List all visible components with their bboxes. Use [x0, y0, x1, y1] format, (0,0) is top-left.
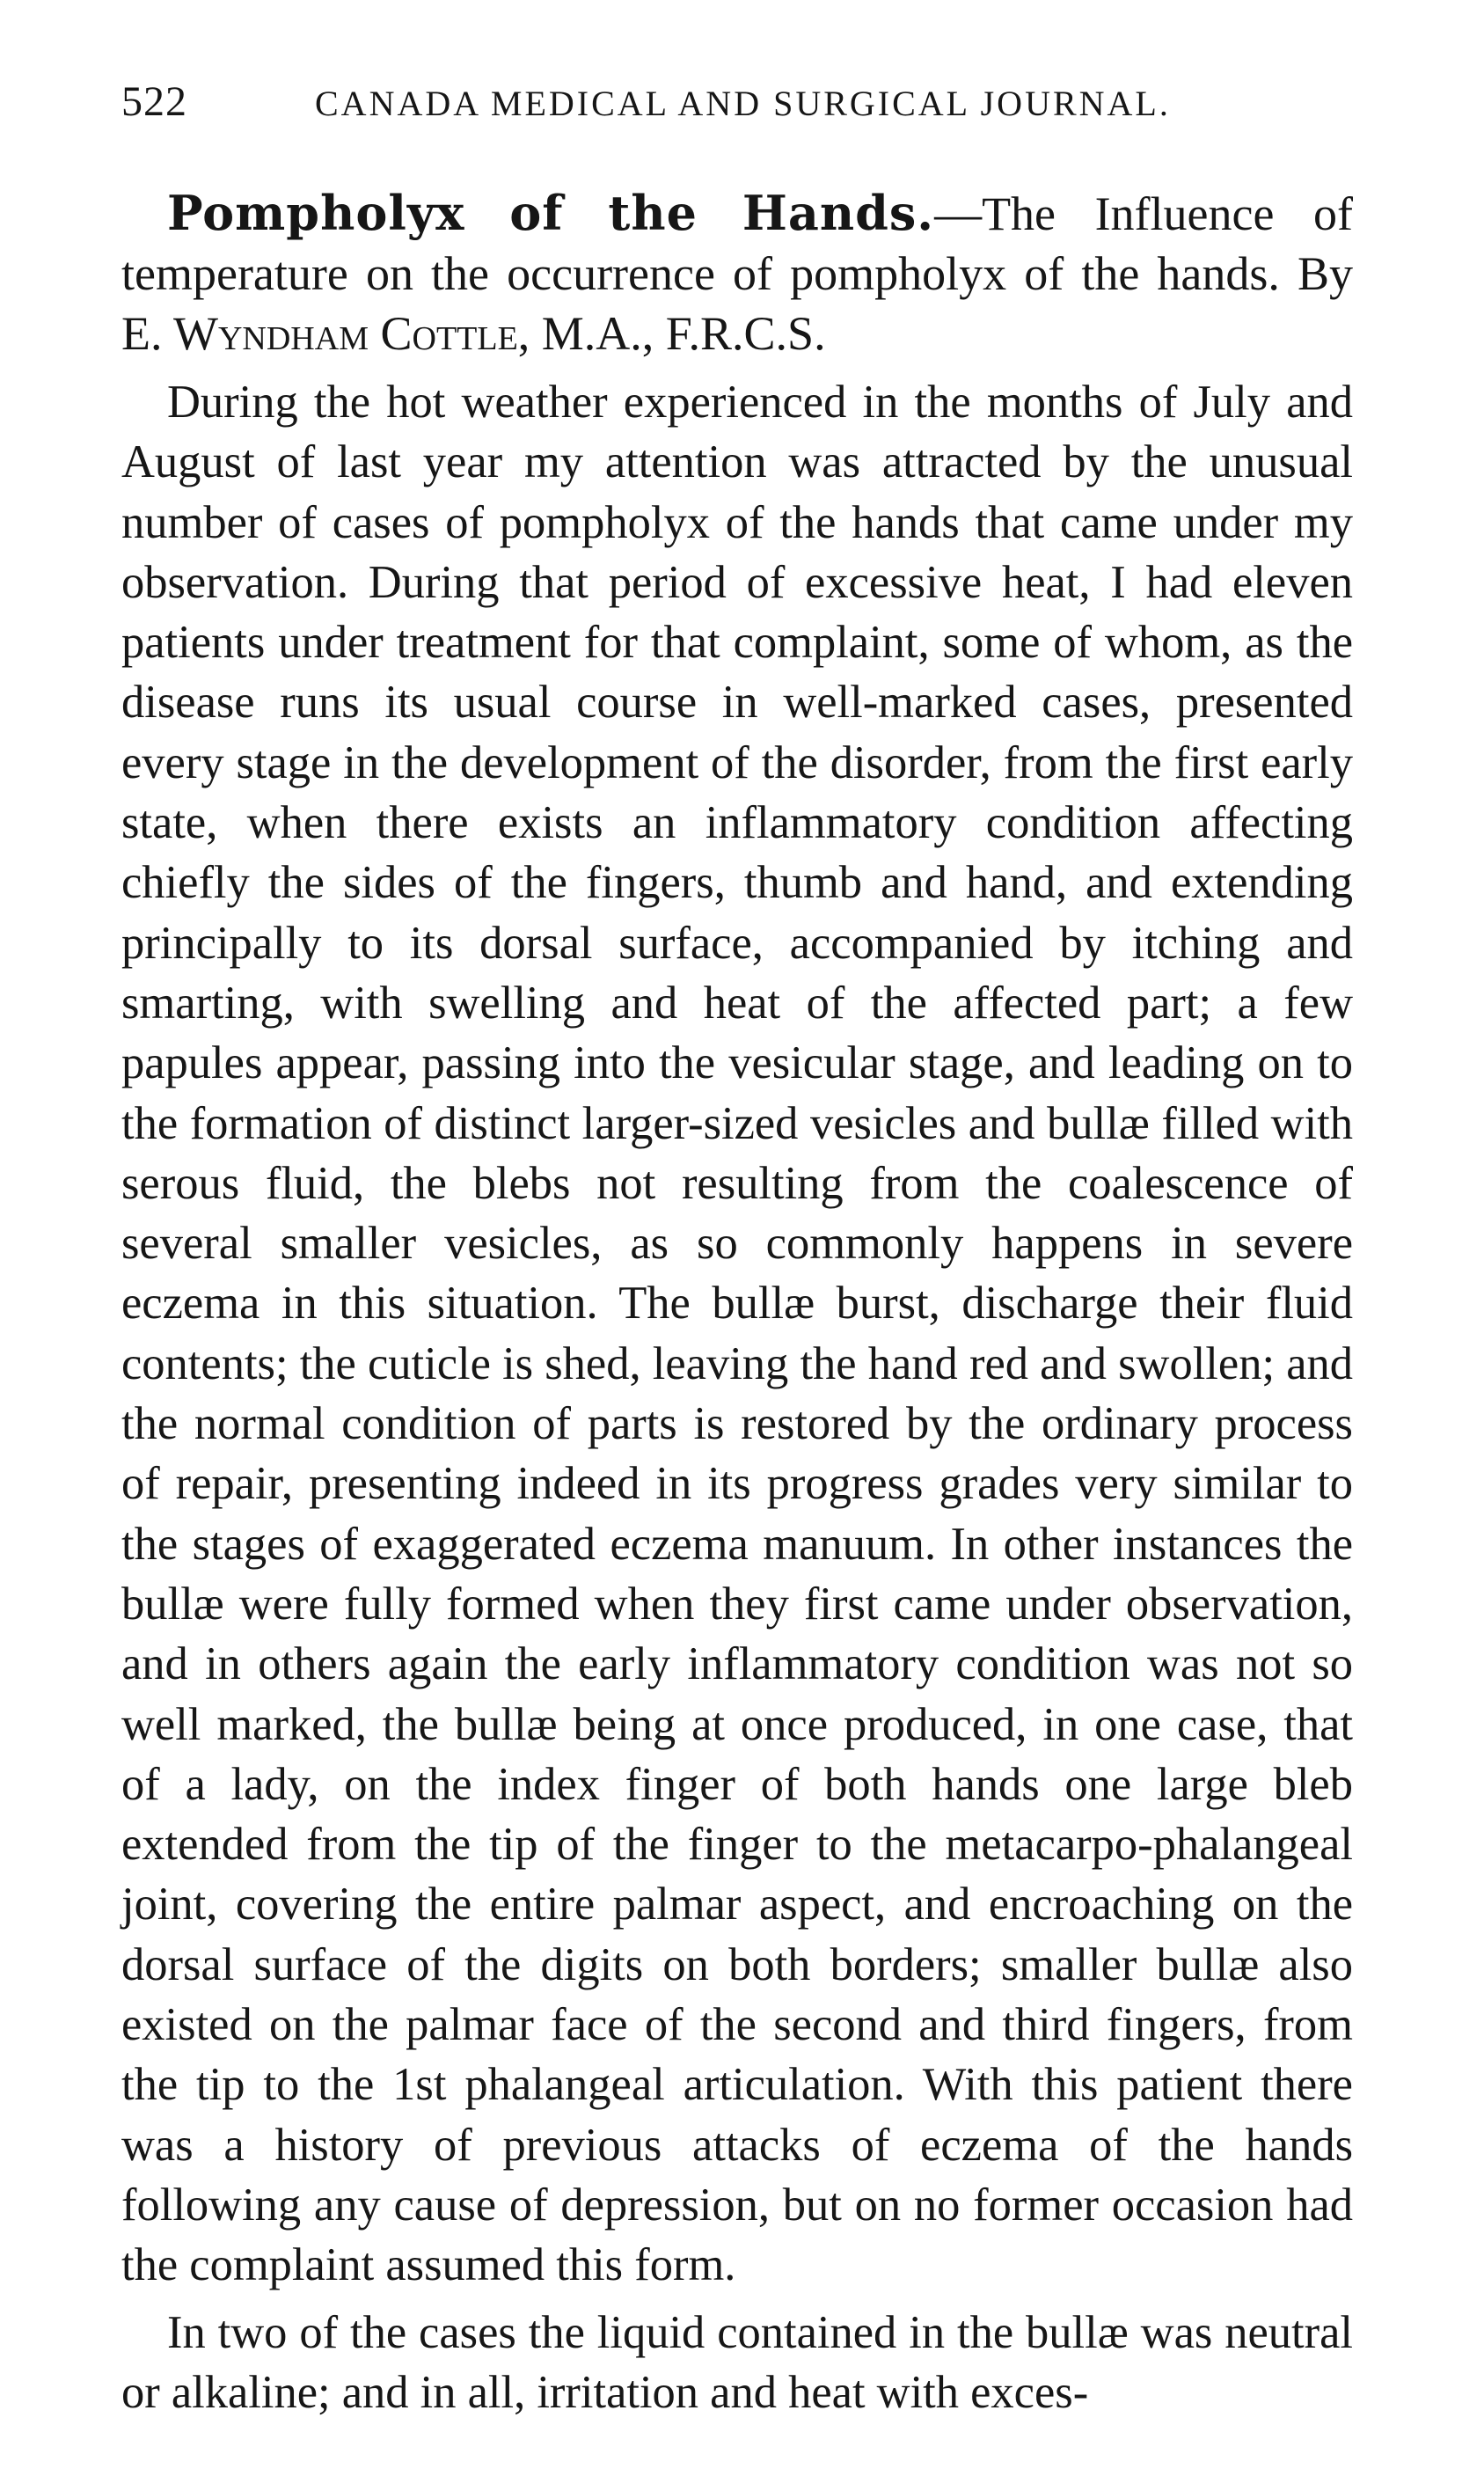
body-paragraph-1: During the hot weather experienced in the months of July and August of last year my attention was attracted by the unusual number of cases of pompholyx of the hands that came under my observation. During that period of excessive heat, I had eleven patients under treatment for that complaint, some of whom, as the disease runs its usual course in well-marked cases, presented every stage in the development of the disorder, from the first early state, when there exists an inflammatory condition affecting chiefly the sides of the fingers, thumb and hand, and extending principally to its dorsal surface, accompanied by itching and smarting, with swelling and heat of the affected part; a few papules appear, passing into the vesicular stage, and leading on to the formation of distinct larger-sized vesicles and bullæ filled with serous fluid, the blebs not resulting from the coalescence of several smaller vesicles, as so commonly happens in severe eczema in this situation. The bullæ burst, discharge their fluid contents; the cuticle is shed, leaving the hand red and swollen; and the normal condition of parts is restored by the ordinary process of repair, presenting indeed in its progress grades very similar to the stages of exaggerated eczema manuum. In other instances the bullæ were fully formed when they first came under observation, and in others again the early inflammatory condition was not so well marked, the bullæ being at once produced, in one case, that of a lady, on the index finger of both hands one large bleb extended from the tip of the finger to the metacarpo-phalangeal joint, covering the entire palmar aspect, and encroaching on the dorsal surface of the digits on both borders; smaller bullæ also existed on the palmar face of the second and third fingers, from the tip to the 1st phalangeal articulation. With this patient there was a history of previous attacks of eczema of the hands following any cause of depression, but on no former occasion had the complaint assumed this form. [121, 377, 1353, 2291]
article-title: Pompholyx of the Hands. [167, 185, 935, 241]
running-head [121, 77, 1353, 148]
page-number: 522 [121, 78, 187, 125]
article-subtitle: —The Influence of temperature on the occurrence of pompholyx of the hands. By [121, 187, 1353, 300]
article-author: E. Wyndham Cottle [121, 307, 518, 360]
journal-page [121, 77, 1353, 2422]
journal-title: CANADA MEDICAL AND SURGICAL JOURNAL. [315, 84, 1171, 123]
body-paragraph-2: In two of the cases the liquid contained in the bullæ was neutral or alkaline; and in all, irritation and heat with exces- [121, 2306, 1353, 2418]
author-credentials: , M.A., F.R.C.S. [517, 307, 826, 360]
article-heading [121, 183, 1353, 363]
